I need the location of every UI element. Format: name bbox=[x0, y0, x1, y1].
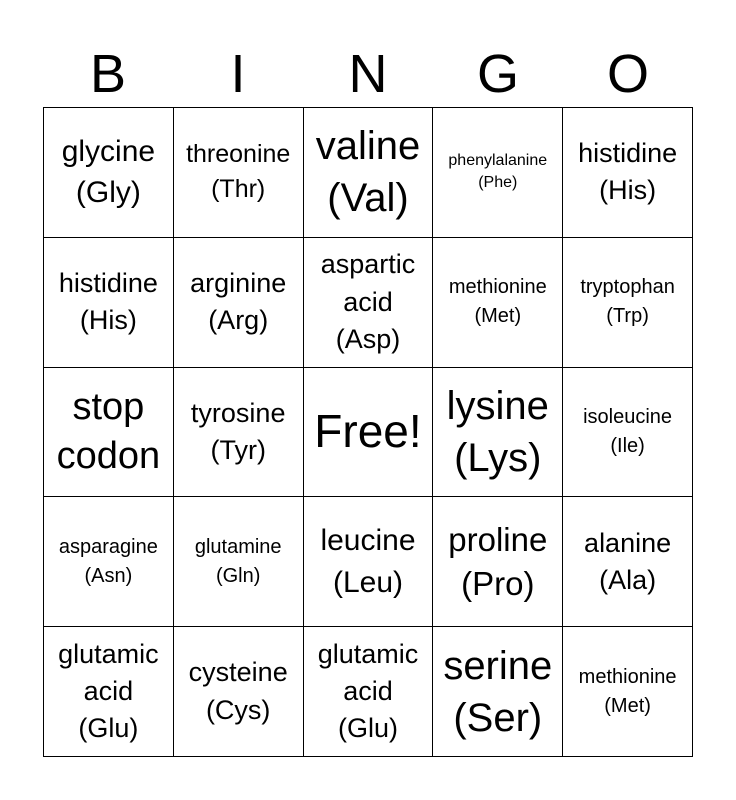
cell-label: glutamic acid (Glu) bbox=[58, 638, 159, 744]
cell-label: phenylalanine (Phe) bbox=[448, 152, 548, 192]
cell-label: tyrosine (Tyr) bbox=[190, 397, 286, 465]
bingo-cell-r5-c3[interactable] bbox=[304, 627, 434, 757]
bingo-cell-r1-c3[interactable] bbox=[304, 108, 434, 238]
header-letter-b: B bbox=[89, 44, 127, 104]
bingo-cell-r2-c5[interactable] bbox=[563, 238, 693, 368]
bingo-cell-r4-c2[interactable] bbox=[174, 497, 304, 627]
header-letter-n: N bbox=[348, 44, 388, 104]
cell-label: glutamic acid (Glu) bbox=[317, 638, 419, 744]
bingo-cell-free[interactable] bbox=[304, 368, 434, 498]
bingo-cell-r4-c5[interactable] bbox=[563, 497, 693, 627]
cell-label: histidine (His) bbox=[58, 267, 158, 336]
bingo-cell-r1-c2[interactable] bbox=[174, 108, 304, 238]
cell-label: stop codon bbox=[56, 385, 161, 477]
bingo-board bbox=[43, 107, 693, 757]
bingo-cell-r2-c3[interactable] bbox=[304, 238, 434, 368]
bingo-cell-r4-c4[interactable] bbox=[433, 497, 563, 627]
header-letter-i: I bbox=[230, 44, 246, 104]
bingo-cell-r1-c4[interactable] bbox=[433, 108, 563, 238]
bingo-cell-r3-c1[interactable] bbox=[44, 368, 174, 498]
cell-label: histidine (His) bbox=[578, 138, 678, 206]
cell-label: tryptophan (Trp) bbox=[580, 276, 675, 328]
cell-label: valine (Val) bbox=[315, 124, 421, 221]
cell-label: lysine (Lys) bbox=[446, 383, 549, 480]
cell-label: cysteine (Cys) bbox=[188, 657, 288, 725]
bingo-cell-r2-c2[interactable] bbox=[174, 238, 304, 368]
bingo-cell-r3-c5[interactable] bbox=[563, 368, 693, 498]
cell-label: isoleucine (Ile) bbox=[583, 405, 673, 457]
bingo-cell-r5-c5[interactable] bbox=[563, 627, 693, 757]
cell-label: methionine (Met) bbox=[448, 276, 547, 328]
cell-label: arginine (Arg) bbox=[190, 267, 287, 336]
bingo-cell-r1-c5[interactable] bbox=[563, 108, 693, 238]
cell-label: glycine (Gly) bbox=[61, 135, 156, 210]
cell-label: asparagine (Asn) bbox=[58, 535, 158, 587]
cell-label: proline (Pro) bbox=[448, 521, 548, 602]
bingo-cell-r1-c1[interactable] bbox=[44, 108, 174, 238]
cell-label: serine (Ser) bbox=[443, 643, 553, 740]
bingo-cell-r2-c1[interactable] bbox=[44, 238, 174, 368]
cell-label: methionine (Met) bbox=[578, 665, 677, 717]
cell-label: threonine (Thr) bbox=[186, 139, 291, 204]
cell-label: leucine (Leu) bbox=[320, 524, 416, 599]
bingo-header bbox=[43, 42, 693, 106]
cell-label: aspartic acid (Asp) bbox=[320, 249, 416, 354]
bingo-cell-r3-c4[interactable] bbox=[433, 368, 563, 498]
bingo-cell-r5-c1[interactable] bbox=[44, 627, 174, 757]
bingo-cell-r4-c1[interactable] bbox=[44, 497, 174, 627]
bingo-cell-r5-c2[interactable] bbox=[174, 627, 304, 757]
header-letter-o: O bbox=[606, 44, 649, 104]
header-letter-g: G bbox=[476, 44, 519, 104]
free-space-label: Free! bbox=[314, 405, 422, 458]
bingo-cell-r5-c4[interactable] bbox=[433, 627, 563, 757]
cell-label: alanine (Ala) bbox=[584, 527, 672, 595]
cell-label: glutamine (Gln) bbox=[194, 535, 282, 587]
bingo-cell-r4-c3[interactable] bbox=[304, 497, 434, 627]
bingo-cell-r2-c4[interactable] bbox=[433, 238, 563, 368]
bingo-cell-r3-c2[interactable] bbox=[174, 368, 304, 498]
